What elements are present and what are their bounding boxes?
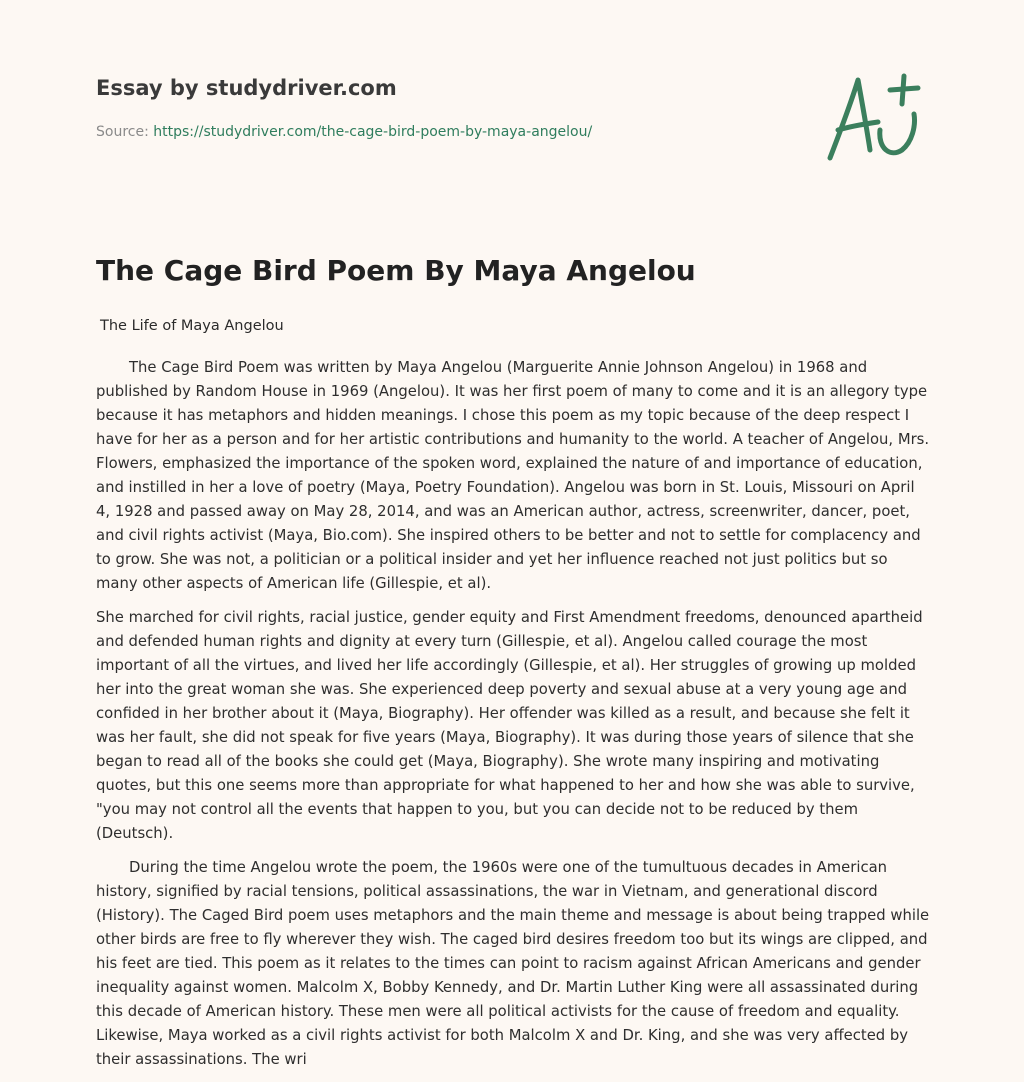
source-line: [96, 124, 592, 140]
source-link[interactable]: https://studydriver.com/the-cage-bird-poem-by-maya-angelou/: [153, 124, 593, 140]
source-label: Source:: [96, 124, 149, 140]
paragraph: During the time Angelou wrote the poem, the 1960s were one of the tumultuous decades in American history, signified by racial tensions, political assassinations, the war in Vietnam, and generational discord (History). The Caged Bird poem uses metaphors and the main theme and message is about being trapped while other birds are free to fly wherever they wish. The caged bird desires freedom too but its wings are clipped, and his feet are tied. This poem as it relates to the times can point to racism against African Americans and gender inequality against women. Malcolm X, Bobby Kennedy, and Dr. Martin Luther King were all assassinated during this decade of American history. These men were all political activists for the cause of freedom and equality. Likewise, Maya worked as a civil rights activist for both Malcolm X and Dr. King, and she was very affected by their assassinations. The wri: [96, 859, 930, 1068]
paragraph: The Cage Bird Poem was written by Maya Angelou (Marguerite Annie Johnson Angelou) in 1968 and published by Random House in 1969 (Angelou). It was her first poem of many to come and it is an allegory type because it has metaphors and hidden meanings. I chose this poem as my topic because of the deep respect I have for her as a person and for her artistic contributions and humanity to the world. A teacher of Angelou, Mrs. Flowers, emphasized the importance of the spoken word, explained the nature of and importance of education, and instilled in her a love of poetry (Maya, Poetry Foundation). Angelou was born in St. Louis, Missouri on April 4, 1928 and passed away on May 28, 2014, and was an American author, actress, screenwriter, dancer, poet, and civil rights activist (Maya, Bio.com). She inspired others to be better and not to settle for complacency and to grow. She was not, a politician or a political insider and yet her influence reached not just politics but so many other aspects of American life (Gillespie, et al).: [96, 359, 930, 592]
article-subtitle: The Life of Maya Angelou: [100, 318, 284, 334]
a-plus-logo-icon: [818, 66, 930, 166]
site-brand: Essay by studydriver.com: [96, 76, 397, 100]
paragraph: She marched for civil rights, racial justice, gender equity and First Amendment freedoms, denounced apartheid and defended human rights and dignity at every turn (Gillespie, et al). Angelou called courage the most important of all the virtues, and lived her life accordingly (Gillespie, et al). Her struggles of growing up molded her into the great woman she was. She experienced deep poverty and sexual abuse at a very young age and confided in her brother about it (Maya, Biography). Her offender was killed as a result, and because she felt it was her fault, she did not speak for five years (Maya, Biography). It was during those years of silence that she began to read all of the books she could get (Maya, Biography). She wrote many inspiring and motivating quotes, but this one seems more than appropriate for what happened to her and how she was able to survive, "you may not control all the events that happen to you, but you can decide not to be reduced by them (Deutsch).: [96, 609, 923, 842]
article-body: [96, 356, 932, 1082]
article-title: The Cage Bird Poem By Maya Angelou: [96, 254, 696, 287]
